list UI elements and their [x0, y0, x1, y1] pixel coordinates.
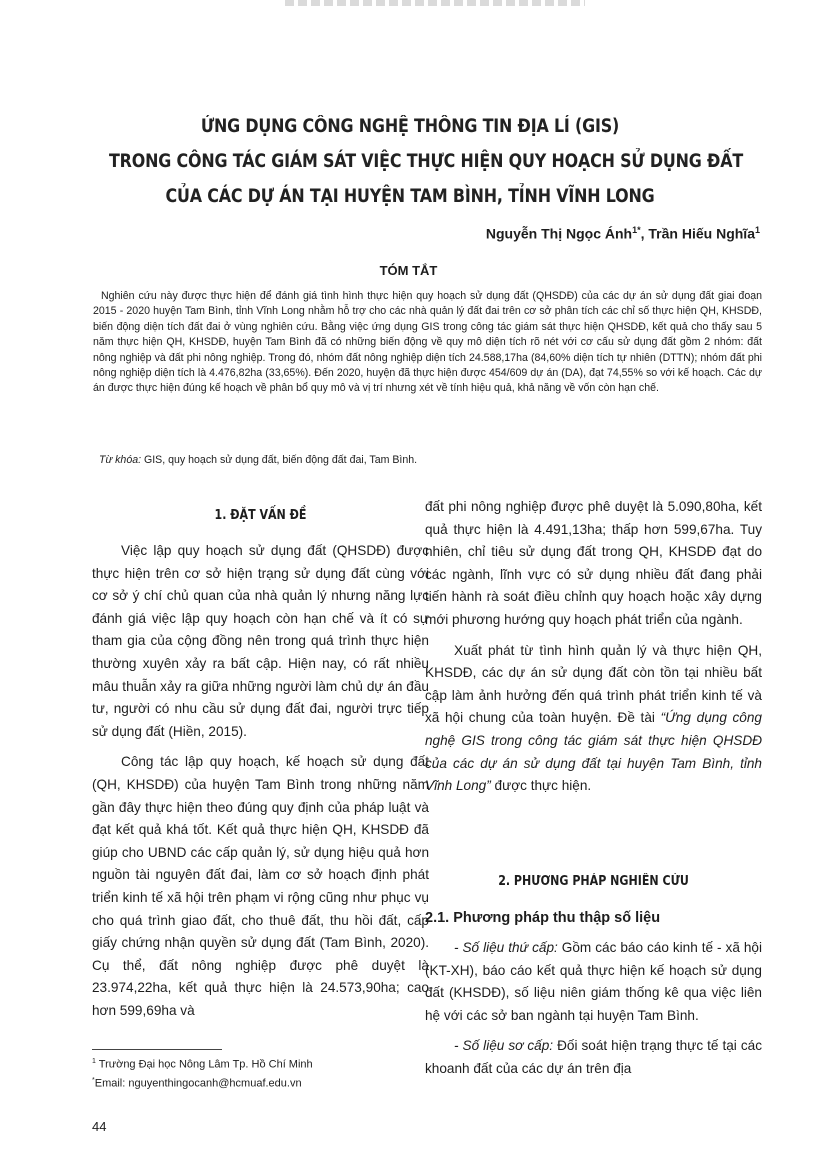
footnote-email [92, 1073, 313, 1092]
header-ornament [285, 0, 585, 6]
subsection-2-1-heading: 2.1. Phương pháp thu thập số liệu [425, 910, 661, 926]
left-column [92, 540, 429, 1030]
abstract-heading: TÓM TẮT [379, 263, 438, 278]
paragraph-text: Gồm các báo cáo kinh tế - xã hội (KT-XH), báo cáo kết quả thực hiện kế hoạch sử dụng đất (KHSDĐ), số liệu niên giám thống kê qua việc liên hệ với các sở ban ngành tại huyện Tam Bình. [425, 940, 763, 1023]
page-number: 44 [92, 1119, 107, 1134]
footnotes [92, 1054, 313, 1091]
project-title: “Ứng dụng công nghệ GIS trong công tác giám sát thực hiện QHSDĐ của các dự án sử dụng đất tại huyện Tam Bình, tỉnh Vĩnh Long” [425, 710, 762, 794]
keywords [99, 454, 759, 466]
paragraph-label: - Số liệu sơ cấp: [454, 1038, 554, 1054]
paragraph [425, 640, 762, 798]
footnote-affiliation [92, 1054, 313, 1073]
footnote-mark: 1 [92, 1058, 96, 1065]
paragraph: Việc lập quy hoạch sử dụng đất (QHSDĐ) được thực hiện trên cơ sở hiện trạng sử dụng đất cùng với cơ sở ý chí chủ quan của nhà quản lý nhưng năng lực đánh giá việc lập quy hoạch còn hạn chế và ít có sự tham gia của cộng đồng nên trong quá trình thực hiện thường xuyên xảy ra bất cập. Hiện nay, có rất nhiều mâu thuẫn xảy ra giữa những người làm chủ dự án đầu tư, người có nhu cầu sử dụng đất đai, người trực tiếp sử dụng đất (Hiền, 2015). [92, 543, 429, 739]
footnote-text: Email: nguyenthingocanh@hcmuaf.edu.vn [94, 1077, 302, 1090]
keywords-text: GIS, quy hoạch sử dụng đất, biến động đất đai, Tam Bình. [141, 454, 418, 466]
paragraph-text: được thực hiện. [490, 778, 592, 794]
paragraph: đất phi nông nghiệp được phê duyệt là 5.090,80ha, kết quả thực hiện là 4.491,13ha; thấp hơn 599,67ha. Tuy nhiên, chỉ tiêu sử dụng đất trong QH, KHSDĐ đạt do các ngành, lĩnh vực có sử dụng nhiều đất đang phải tiến hành rà soát điều chỉnh quy hoạch hoặc xây dựng mới phương hướng quy hoạch phát triển của ngành. [425, 499, 762, 627]
authors [486, 225, 760, 242]
section-2-heading: 2. PHƯƠNG PHÁP NGHIÊN CỨU [498, 874, 689, 889]
author-separator: , [640, 225, 649, 242]
section-1-heading: 1. ĐẶT VẤN ĐỀ [214, 508, 307, 523]
footnote-mark: * [92, 1076, 95, 1084]
paragraph-label: - Số liệu thứ cấp: [454, 940, 558, 955]
right-column [425, 496, 762, 806]
keywords-label: Từ khóa: [99, 454, 142, 466]
paragraph-text: Xuất phát từ tình hình quản lý và thực hiện QH, KHSDĐ, các dự án sử dụng đất còn tồn tại nhiều bất cập làm ảnh hưởng đến quá trình phát triển kinh tế và xã hội chung của toàn huyện. Đề tài [425, 642, 762, 726]
paragraph: Công tác lập quy hoạch, kế hoạch sử dụng đất (QH, KHSDĐ) của huyện Tam Bình trong những năm gần đây thực hiện theo đúng quy định của pháp luật và đạt kết quả khá tốt. Kết quả thực hiện QH, KHSDĐ đã giúp cho UBND các cấp quản lý, sử dụng hiệu quả hơn nguồn tài nguyên đất đai, làm cơ sở hoạch định phát triển kinh tế xã hội trên phạm vi rộng cũng như phục vụ cho quá trình giao đất, cho thuê đất, thu hồi đất, cấp giấy chứng nhận quyền sử dụng đất (Tam Bình, 2020). Cụ thể, đất nông nghiệp được phê duyệt là 23.974,22ha, kết quả thực hiện là 24.573,90ha; cao hơn 599,69ha và [92, 754, 429, 1018]
paragraph-text: Đối soát hiện trạng thực tế tại các khoanh đất của các dự án trên địa [425, 1038, 762, 1076]
title-line-3: CỦA CÁC DỰ ÁN TẠI HUYỆN TAM BÌNH, TỈNH VĨNH LONG [165, 186, 655, 207]
author-1-mark: 1* [632, 225, 641, 235]
author-1: Nguyễn Thị Ngọc Ánh [485, 225, 633, 242]
footnote-divider [92, 1049, 222, 1050]
abstract-text: Nghiên cứu này được thực hiện để đánh giá tình hình thực hiện quy hoạch sử dụng đất (QHSDĐ) của các dự án sử dụng đất giai đoạn 2015 - 2020 huyện Tam Bình, tỉnh Vĩnh Long nhằm hỗ trợ cho các nhà quản lý đất đai trên cơ sở phân tích các chỉ số thực hiện QH, KHSDĐ, biến động diện tích đất đai ở vùng nghiên cứu. Bằng việc ứng dụng GIS trong công tác giám sát thực hiện QHSDĐ, kết quả cho thấy sau 5 năm thực hiện QH, KHSDĐ, huyện Tam Bình đã có những biến động về quy mô diện tích rõ nét với cơ cấu sử dụng đất gồm 2 nhóm: đất nông nghiệp và đất phi nông nghiệp. Trong đó, nhóm đất nông nghiệp diện tích 24.588,17ha (84,60% diện tích tự nhiên (DTTN); nhóm đất phi nông nghiệp diện tích là 4.476,82ha (33,65%). Đến 2020, huyện đã thực hiện được 454/609 dự án (DA), đạt 74,55% so với kế hoạch. Các dự án được thực hiện đúng kế hoạch về phân bổ quy mô và vị trí nhưng xét về tính hiệu quả, khả năng về vốn còn hạn chế. [93, 290, 762, 395]
footnote-text: Trường Đại học Nông Lâm Tp. Hồ Chí Minh [95, 1058, 313, 1071]
title-line-1: ỨNG DỤNG CÔNG NGHỆ THÔNG TIN ĐỊA LÍ (GIS) [200, 116, 620, 137]
paragraph [425, 1035, 762, 1080]
author-2-mark: 1 [754, 225, 760, 235]
author-2: Trần Hiếu Nghĩa [648, 225, 755, 242]
title-line-2: TRONG CÔNG TÁC GIÁM SÁT VIỆC THỰC HIỆN QUY HOẠCH SỬ DỤNG ĐẤT [109, 151, 744, 172]
right-column-lower [425, 937, 762, 1089]
paragraph [425, 937, 762, 1027]
